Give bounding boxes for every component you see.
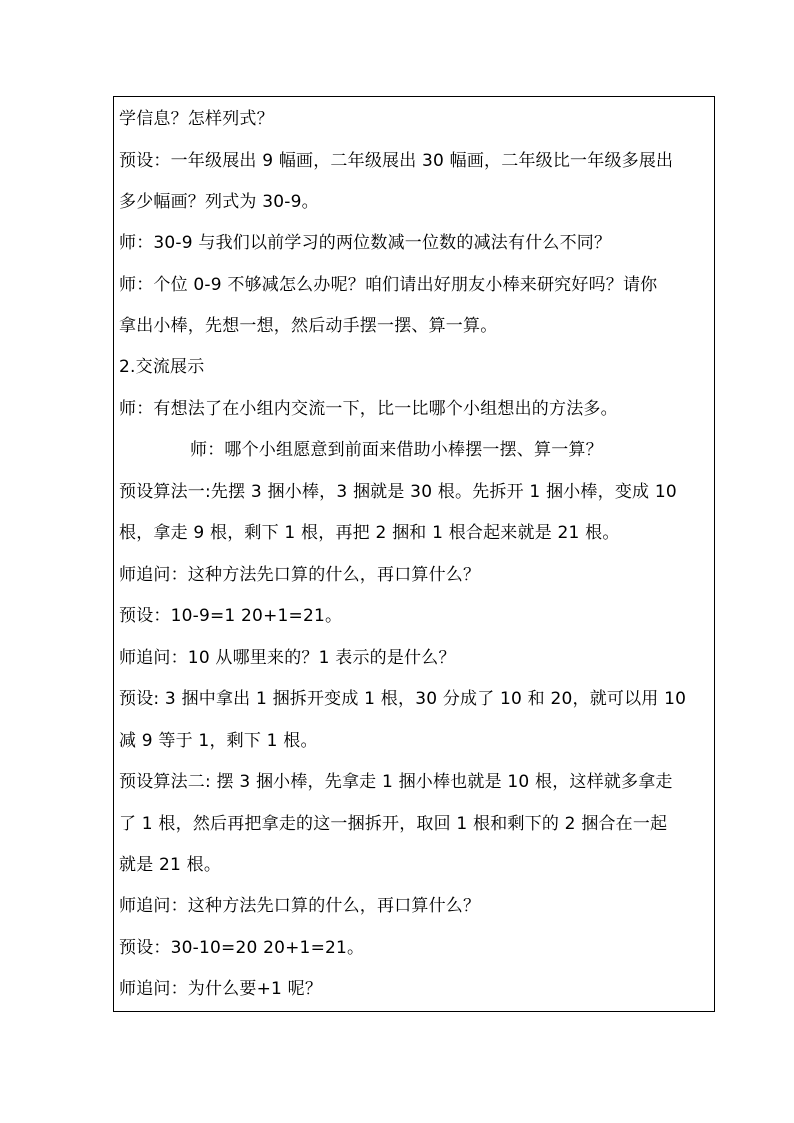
- text-line: 减 9 等于 1，剩下 1 根。: [119, 731, 318, 751]
- text-line: 根，拿走 9 根，剩下 1 根，再把 2 捆和 1 根合起来就是 21 根。: [119, 523, 620, 543]
- text-line: 预设：一年级展出 9 幅画，二年级展出 30 幅画，二年级比一年级多展出: [119, 151, 674, 171]
- text-line: 预设：10-9=1 20+1=21。: [119, 606, 343, 626]
- text-line: 师：有想法了在小组内交流一下，比一比哪个小组想出的方法多。: [119, 399, 618, 419]
- text-line: 学信息？怎样列式？: [119, 109, 274, 129]
- text-line: 就是 21 根。: [119, 855, 222, 875]
- text-line: 师追问：为什么要+1 呢？: [119, 979, 323, 999]
- text-line: 师：30-9 与我们以前学习的两位数减一位数的减法有什么不同？: [119, 233, 612, 253]
- text-line: 师：哪个小组愿意到前面来借助小棒摆一摆、算一算？: [190, 440, 603, 460]
- text-line: 师：个位 0-9 不够减怎么办呢？咱们请出好朋友小棒来研究好吗？请你: [119, 275, 658, 295]
- text-line: 了 1 根，然后再把拿走的这一捆拆开，取回 1 根和剩下的 2 捆合在一起: [119, 814, 668, 834]
- text-line: 师追问：这种方法先口算的什么，再口算什么？: [119, 896, 481, 916]
- text-line: 多少幅画？列式为 30-9。: [119, 192, 319, 212]
- text-line: 拿出小棒，先想一想，然后动手摆一摆、算一算。: [119, 316, 498, 336]
- text-line: 师追问：10 从哪里来的？1 表示的是什么？: [119, 648, 456, 668]
- text-line: 预设算法二: 摆 3 捆小棒，先拿走 1 捆小棒也就是 10 根，这样就多拿走: [119, 772, 673, 792]
- section-heading: 2.交流展示: [119, 357, 205, 377]
- text-line: 师追问：这种方法先口算的什么，再口算什么？: [119, 565, 481, 585]
- text-line: 预设：30-10=20 20+1=21。: [119, 938, 365, 958]
- text-line: 预设: 3 捆中拿出 1 捆拆开变成 1 根，30 分成了 10 和 20，就可以用 10: [119, 689, 687, 709]
- text-line: 预设算法一:先摆 3 捆小棒，3 捆就是 30 根。先拆开 1 捆小棒，变成 10: [119, 482, 677, 502]
